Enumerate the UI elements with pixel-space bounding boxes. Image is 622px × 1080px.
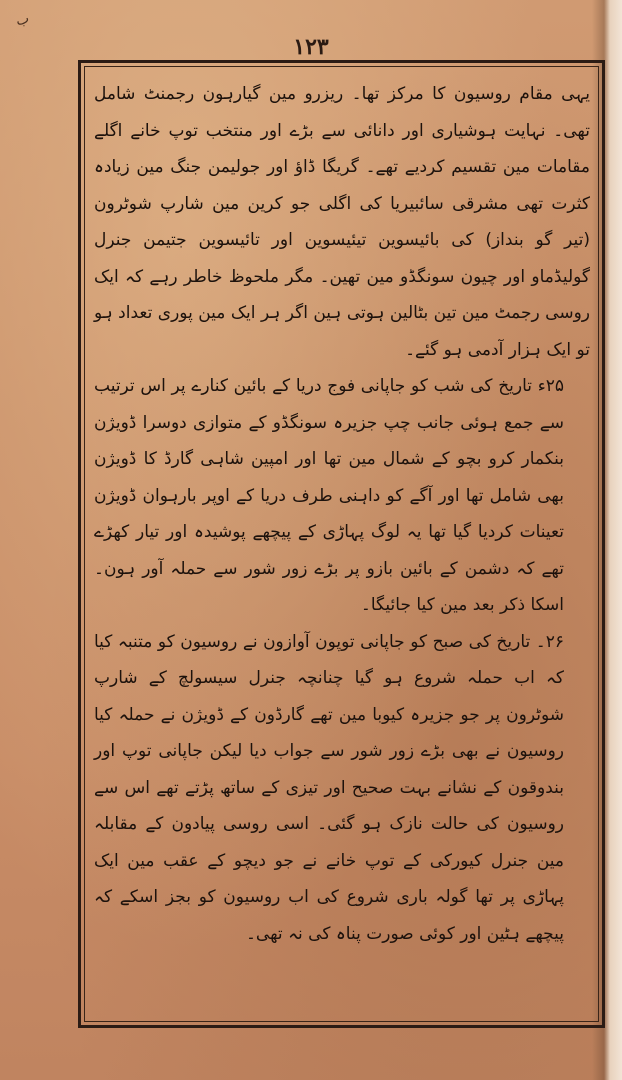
paragraph-3: ۲۶۔ تاریخ کی صبح کو جاپانی توپون آوازون نے روسیون کو متنبہ کیا کہ اب حملہ شروع ہو گیا چنانچہ جنرل سیسولچ کے شارپ شوٹرون پر جو جزیرہ کیوبا مین تھے گارڈون کے ڈویژن نے حملہ کیا روسیون نے بھی بڑے زور شور سے جواب دیا لیکن جاپانی توپ اور بندوقون کے نشانے بہت صحیح اور تیزی کے ساتھ پڑتے تھے اس سے روسیون کی حالت نازک ہو گئی۔ اسی روسی پیادون کے مقابلہ مین جنرل کیورکی کے توپ خانے نے جو دیچو کے عقب مین ایک پہاڑی پر تھا گولہ باری شروع کی اب روسیون کو بجز اسکے کہ پیچھے ہٹین اور کوئی صورت پناہ کی نہ تھی۔ — [94, 631, 564, 944]
corner-annotation: ب — [13, 10, 32, 30]
paragraph-1: یہی مقام روسیون کا مرکز تھا۔ ریزرو مین گیارہون رجمنٹ شامل تھی۔ نہایت ہوشیاری اور دانائی سے بڑے اور منتخب توپ خانے اگلے مقامات مین تقسیم کردیے تھے۔ گریگا ڈاؤ اور جولیمن جنگ مین زیادہ کثرت تھی مشرقی سائبیریا کی اگلی جو کرین مین شارپ شوٹرون (تیر گو بنداز) کی بائیسوین تیئیسوین اور تائیسوین جتیمن جنرل گولیڈماو اور چیون سونگڈو مین تھین۔ مگر ملحوظ خاطر رہے کہ ایک روسی رجمٹ مین تین بٹالین ہوتی ہین اگر ہر ایک مین پوری تعداد ہو تو ایک ہزار آدمی ہو گئے۔ — [94, 84, 590, 360]
page-number: ۱۲۳ — [293, 34, 329, 60]
paragraph-2: ۲۵ء تاریخ کی شب کو جاپانی فوج دریا کے بائین کنارے پر اس ترتیب سے جمع ہوئی جانب چپ جزیرہ سونگڈو کے متوازی دوسرا ڈویژن بنکمار کرو بچو کے شمال مین تھا اور امپین شاہی گارڈ کا ڈویژن بھی شامل تھا اور آگے کو داہنی طرف دریا کے اوپر بارہوان ڈویژن تعینات کردیا گیا تھا یہ لوگ پہاڑی کے پیچھے پوشیدہ اور تیار کھڑے تھے کہ دشمن کے بائین بازو پر بڑے زور شور سے حملہ آور ہون۔ اسکا ذکر بعد مین کیا جائیگا۔ — [94, 376, 564, 615]
body-text — [94, 76, 590, 1006]
